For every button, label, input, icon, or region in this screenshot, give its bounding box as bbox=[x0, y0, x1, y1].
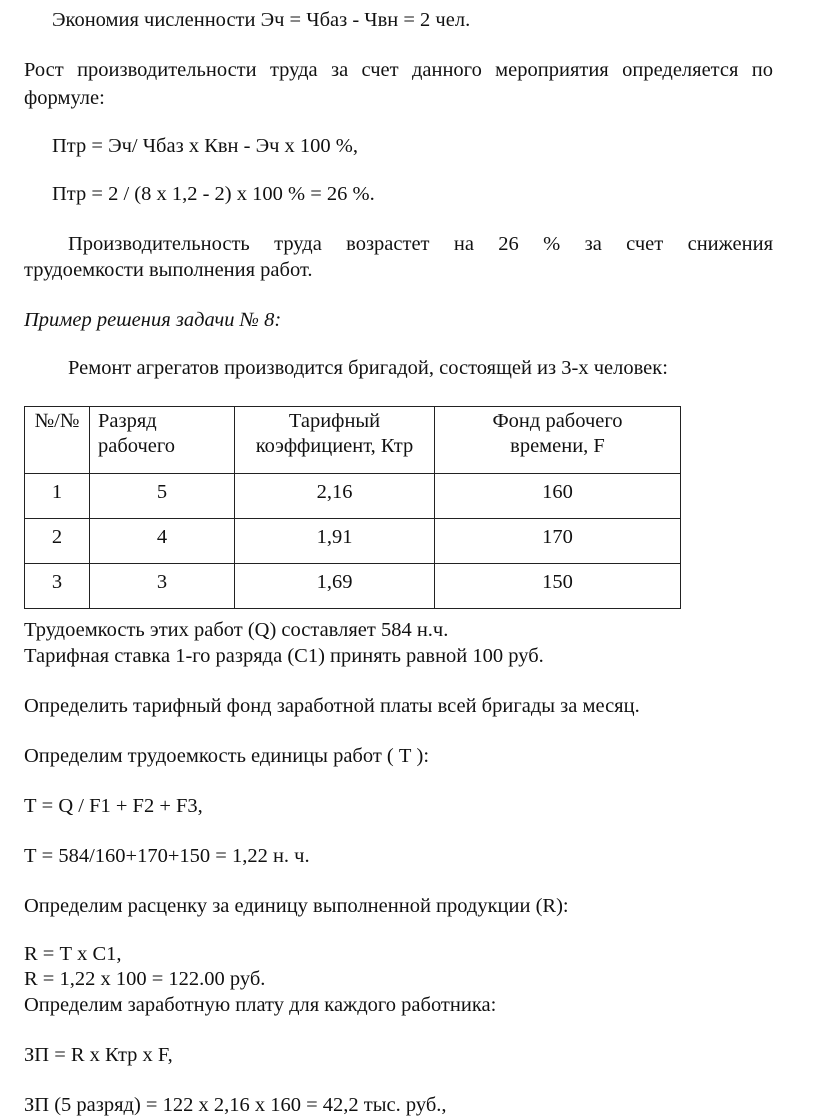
tariff-rate: Тарифная ставка 1-го разряда (С1) принять равной 100 руб. bbox=[24, 645, 544, 667]
economy-line: Экономия численности Эч = Чбаз - Чвн = 2 чел. bbox=[52, 9, 471, 31]
cell-rank: 4 bbox=[90, 519, 235, 564]
cell-coef: 1,69 bbox=[235, 564, 435, 609]
cell-coef: 2,16 bbox=[235, 474, 435, 519]
example-intro: Ремонт агрегатов производится бригадой, состоящей из 3-х человек: bbox=[68, 357, 668, 379]
calc-r: R = 1,22 х 100 = 122.00 руб. bbox=[24, 968, 266, 990]
cell-num: 3 bbox=[25, 564, 90, 609]
crew-table bbox=[24, 406, 681, 609]
calc-ptr: Птр = 2 / (8 х 1,2 - 2) х 100 % = 26 %. bbox=[52, 183, 375, 205]
conclusion-line2: трудоемкости выполнения работ. bbox=[24, 259, 313, 281]
cell-rank: 5 bbox=[90, 474, 235, 519]
header-num: №/№ bbox=[25, 407, 90, 474]
table-row bbox=[25, 474, 681, 519]
calc-t: Т = 584/160+170+150 = 1,22 н. ч. bbox=[24, 845, 310, 867]
formula-r: R = Т х С1, bbox=[24, 943, 122, 965]
cell-fund: 150 bbox=[435, 564, 681, 609]
header-coef: Тарифный коэффициент, Ктр bbox=[235, 407, 435, 474]
formula-ptr: Птр = Эч/ Чбаз х Квн - Эч х 100 %, bbox=[52, 135, 359, 157]
growth-intro-line1: Рост производительности труда за счет данного мероприятия определяется по bbox=[24, 59, 773, 81]
header-fund: Фонд рабочего времени, F bbox=[435, 407, 681, 474]
example-heading: Пример решения задачи № 8: bbox=[24, 309, 282, 331]
header-rank: Разряд рабочего bbox=[90, 407, 235, 474]
cell-num: 2 bbox=[25, 519, 90, 564]
cell-coef: 1,91 bbox=[235, 519, 435, 564]
table-row bbox=[25, 564, 681, 609]
conclusion-line1: Производительность труда возрастет на 26 % за счет снижения bbox=[68, 233, 773, 255]
define-t: Определим трудоемкость единицы работ ( Т ): bbox=[24, 745, 430, 767]
define-wage: Определим заработную плату для каждого работника: bbox=[24, 994, 497, 1016]
cell-rank: 3 bbox=[90, 564, 235, 609]
define-r: Определим расценку за единицу выполненной продукции (R): bbox=[24, 895, 569, 917]
table-row bbox=[25, 519, 681, 564]
task: Определить тарифный фонд заработной платы всей бригады за месяц. bbox=[24, 695, 640, 717]
labor-intensity: Трудоемкость этих работ (Q) составляет 584 н.ч. bbox=[24, 619, 449, 641]
formula-t: Т = Q / F1 + F2 + F3, bbox=[24, 795, 203, 817]
cell-num: 1 bbox=[25, 474, 90, 519]
cell-fund: 160 bbox=[435, 474, 681, 519]
growth-intro-line2: формуле: bbox=[24, 87, 105, 109]
formula-wage: ЗП = R х Ктр х F, bbox=[24, 1044, 173, 1066]
table-header-row bbox=[25, 407, 681, 474]
calc-wage-rank5: ЗП (5 разряд) = 122 х 2,16 х 160 = 42,2 тыс. руб., bbox=[24, 1094, 447, 1116]
cell-fund: 170 bbox=[435, 519, 681, 564]
